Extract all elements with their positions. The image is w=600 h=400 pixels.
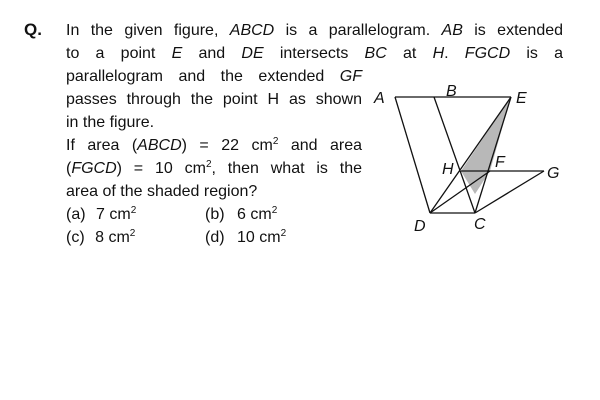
option-c-label: (c) <box>66 229 85 246</box>
question-line-4: passes through the point H as shown <box>66 91 362 108</box>
option-b-value: 6 $cm^2$ <box>237 205 278 223</box>
question-line-5: in the figure. <box>66 114 155 131</box>
point-label-g: G <box>547 165 560 182</box>
option-a-value: 7 $cm^2$ <box>96 205 137 223</box>
point-label-d: D <box>414 218 426 235</box>
option-d-label: (d) <box>205 229 225 246</box>
question-line-2: to a point E and DE intersects BC at H. FGCD is a <box>66 45 564 62</box>
line-ad <box>395 97 430 213</box>
question-line-8: area of the shaded region? <box>66 183 258 200</box>
point-label-b: B <box>446 83 457 100</box>
point-label-e: E <box>516 90 527 107</box>
figure-lines <box>395 97 544 213</box>
point-label-a: A <box>374 90 385 107</box>
question-line-7: (FGCD) = 10 $cm^2$, then what is the <box>66 159 362 177</box>
question-line-1: In the given figure, ABCD is a parallelogram. AB is extended <box>66 22 564 39</box>
point-label-c: C <box>474 216 486 233</box>
question-line-6: If area (ABCD) = 22 $cm^2$ and area <box>66 136 363 154</box>
point-label-f: F <box>495 154 505 171</box>
option-d-value: 10 $cm^2$ <box>237 228 287 246</box>
option-c-value: 8 $cm^2$ <box>95 228 136 246</box>
point-label-h: H <box>442 161 454 178</box>
question-label: Q. <box>24 20 42 39</box>
question-line-3: parallelogram and the extended GF <box>66 68 362 85</box>
option-a-label: (a) <box>66 206 86 223</box>
option-b-label: (b) <box>205 206 225 223</box>
